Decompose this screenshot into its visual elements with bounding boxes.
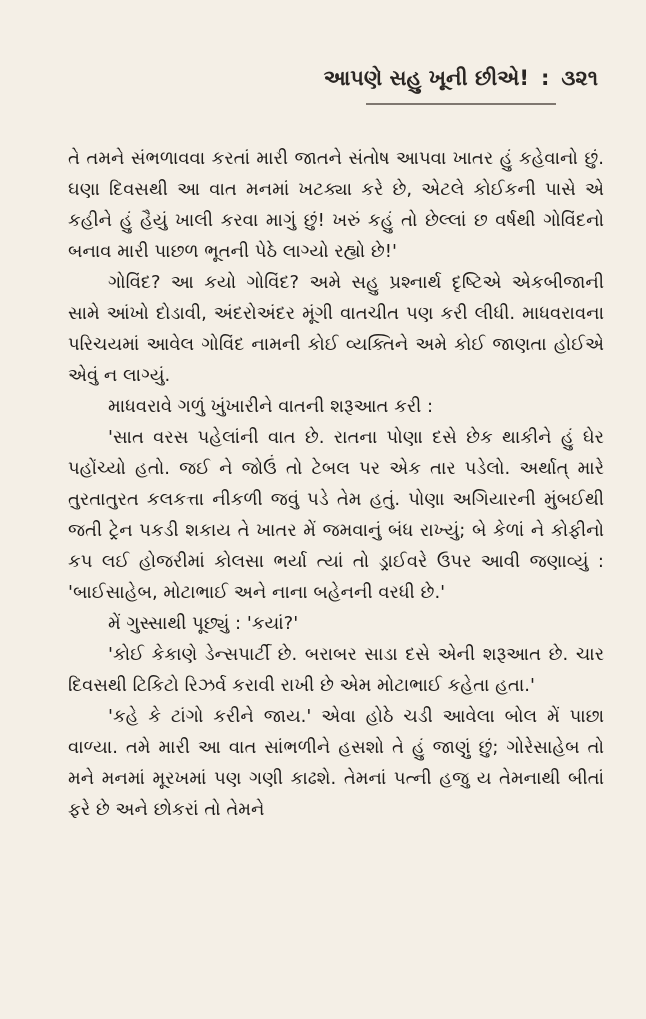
header-rule (366, 103, 556, 105)
header-title: આપણે સહુ ખૂની છીએ! (323, 66, 529, 90)
header-separator: : (540, 66, 550, 90)
paragraph: મેં ગુસ્સાથી પૂછ્યું : 'કયાં?' (108, 613, 299, 634)
paragraph: માધવરાવે ગળું ખુંખારીને વાતની શરૂઆત કરી : (108, 396, 434, 417)
paragraph: 'કહે કે ટાંગો કરીને જાય.' એવા હોઠે ચડી આવેલા બોલ મેં પાછા વાળ્યા. તમે મારી આ વાત સાંભળીને હસશો તે હું જાણું છું; ગોરેસાહેબ તો મને મનમાં મૂરખમાં પણ ગણી કાઢશે. તેમનાં પત્ની હજુ ય તેમનાથી બીતાં ફરે છે અને છોકરાં તો તેમને (68, 706, 604, 820)
running-header (68, 66, 604, 91)
paragraph: 'સાત વરસ પહેલાંની વાત છે. રાતના પોણા દસે છેક થાકીને હું ઘેર પહોંચ્યો હતો. જઈ ને જોઉં તો ટેબલ પર એક તાર પડેલો. અર્થાત્ મારે તુરતાતુરત કલકત્તા નીકળી જવું પડે તેમ હતું. પોણા અગિયારની મુંબઈથી જતી ટ્રેન પકડી શકાય તે ખાતર મેં જમવાનું બંધ રાખ્યું; બે કેળાં ને કોફીનો કપ લઈ હોજરીમાં કોલસા ભર્યા ત્યાં તો ડ્રાઈવરે ઉપર આવી જણાવ્યું : 'બાઈસાહેબ, મોટાભાઈ અને નાના બહેનની વરધી છે.' (68, 427, 604, 603)
paragraph: તે તમને સંભળાવવા કરતાં મારી જાતને સંતોષ આપવા ખાતર હું કહેવાનો છું. ઘણા દિવસથી આ વાત મનમાં ખટક્યા કરે છે, એટલે કોઈકની પાસે એ કહીને હું હૈયું ખાલી કરવા માગું છું! ખરું કહું તો છેલ્લાં છ વર્ષથી ગોવિંદનો બનાવ મારી પાછળ ભૂતની પેઠે લાગ્યો રહ્યો છે!' (68, 148, 604, 262)
page-number: ૩૨૧ (561, 66, 598, 90)
paragraph: ગોવિંદ? આ કયો ગોવિંદ? અમે સહુ પ્રશ્નાર્થ દૃષ્ટિએ એકબીજાની સામે આંખો દોડાવી, અંદરોઅંદર મૂંગી વાતચીત પણ કરી લીધી. માધવરાવના પરિચયમાં આવેલ ગોવિંદ નામની કોઈ વ્યક્તિને અમે કોઈ જાણતા હોઈએ એવું ન લાગ્યું. (68, 272, 604, 386)
body-text (68, 143, 604, 825)
paragraph: 'કોઈ કેકાણે ડેન્સપાર્ટી છે. બરાબર સાડા દસે એની શરૂઆત છે. ચાર દિવસથી ટિકિટો રિઝર્વ કરાવી રાખી છે એમ મોટાભાઈ કહેતા હતા.' (68, 644, 604, 696)
